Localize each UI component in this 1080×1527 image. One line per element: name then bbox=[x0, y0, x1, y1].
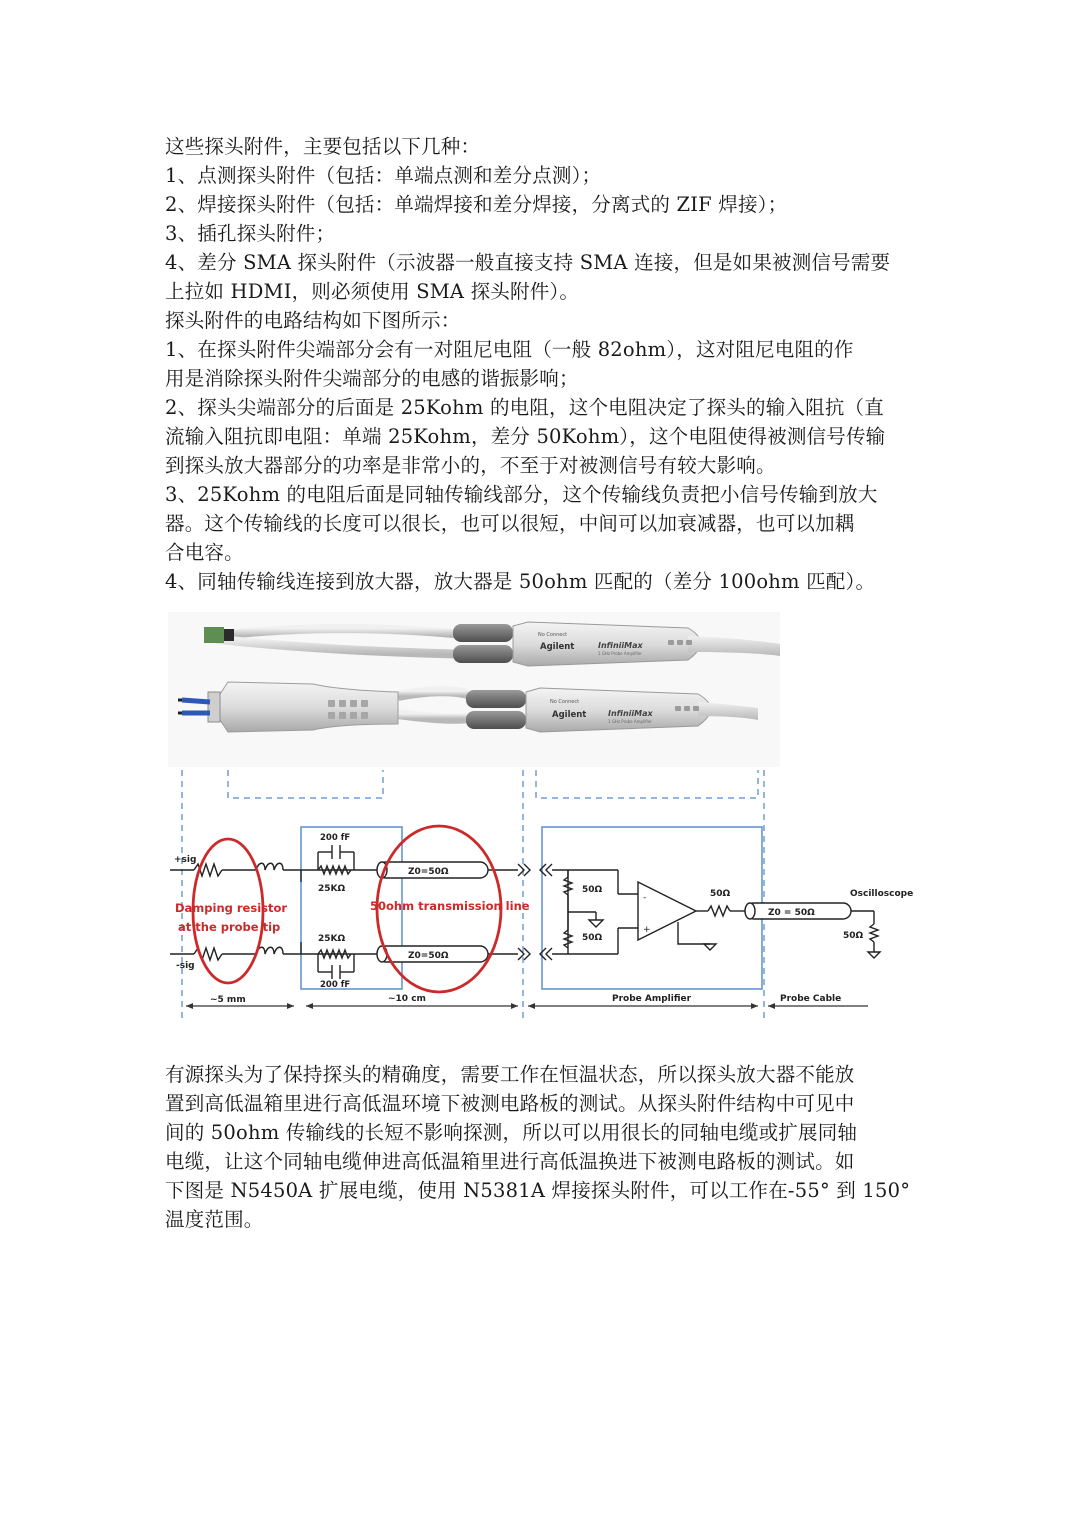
text-line: 合电容。 bbox=[165, 541, 244, 564]
text-line: 用是消除探头附件尖端部分的电感的谐振影响； bbox=[165, 367, 579, 390]
brand-label: Agilent bbox=[540, 642, 575, 652]
vent-slots-icon bbox=[675, 706, 699, 711]
probe-amplifier-label: Probe Amplifier bbox=[612, 994, 692, 1004]
intro-paragraph bbox=[165, 132, 925, 596]
probe-cable-label: Probe Cable bbox=[780, 994, 842, 1004]
out-res-label: 50Ω bbox=[710, 889, 731, 899]
svg-text:+: + bbox=[643, 925, 651, 935]
text-line: 这些探头附件，主要包括以下几种： bbox=[165, 135, 481, 158]
text-line: 下图是 N5450A 扩展电缆，使用 N5381A 焊接探头附件，可以工作在-55° 到 150° bbox=[165, 1179, 911, 1202]
text-line: 流输入阻抗即电阻：单端 25Kohm，差分 50Kohm），这个电阻使得被测信号传输 bbox=[165, 425, 886, 448]
vent-slots-icon bbox=[668, 640, 692, 645]
cap-top-label: 200 fF bbox=[320, 833, 351, 843]
damping-label-line1: Damping resistor bbox=[175, 901, 288, 915]
model-label: InfiniiMax bbox=[598, 641, 643, 650]
no-connect-label: No Connect bbox=[538, 632, 568, 638]
body-paragraph bbox=[165, 1060, 925, 1234]
series-caption: 1 GHz Probe Amplifier bbox=[608, 719, 652, 724]
out-coax-label: Z0 = 50Ω bbox=[768, 908, 815, 918]
text-line: 温度范围。 bbox=[165, 1208, 264, 1231]
text-line: 上拉如 HDMI，则必须使用 SMA 探头附件）。 bbox=[165, 280, 580, 303]
text-line: 2、焊接探头附件（包括：单端焊接和差分焊接，分离式的 ZIF 焊接）； bbox=[165, 193, 788, 216]
coax-bottom-label: Z0=50Ω bbox=[408, 951, 449, 961]
svg-text:-: - bbox=[643, 893, 647, 903]
probe-schematic bbox=[170, 770, 880, 1020]
probe-accessory-figure bbox=[168, 612, 920, 1032]
scope-res-label: 50Ω bbox=[843, 931, 864, 941]
text-line: 1、点测探头附件（包括：单端点测和差分点测）； bbox=[165, 164, 602, 187]
brand-label: Agilent bbox=[552, 710, 587, 720]
neg-sig-label: -sig bbox=[176, 961, 195, 971]
coax-top-label: Z0=50Ω bbox=[408, 867, 449, 877]
text-line: 4、差分 SMA 探头附件（示波器一般直接支持 SMA 连接，但是如果被测信号需要 bbox=[165, 251, 891, 274]
series-caption: 1 GHz Probe Amplifier bbox=[598, 651, 642, 656]
res-bottom-label: 25KΩ bbox=[318, 934, 346, 944]
dim-tip-label: ~5 mm bbox=[210, 995, 246, 1005]
res-top-label: 25KΩ bbox=[318, 884, 346, 894]
text-line: 置到高低温箱里进行高低温环境下被测电路板的测试。从探头附件结构中可见中 bbox=[165, 1092, 855, 1115]
dim-line-label: ~10 cm bbox=[388, 994, 426, 1004]
text-line: 器。这个传输线的长度可以很长，也可以很短，中间可以加衰减器，也可以加耦 bbox=[165, 512, 855, 535]
pos-sig-label: +sig bbox=[174, 855, 197, 865]
text-line: 间的 50ohm 传输线的长短不影响探测，所以可以用很长的同轴电缆或扩展同轴 bbox=[165, 1121, 858, 1144]
oscilloscope-label: Oscilloscope bbox=[850, 889, 914, 899]
text-line: 3、25Kohm 的电阻后面是同轴传输线部分，这个传输线负责把小信号传输到放大 bbox=[165, 483, 878, 506]
model-label: InfiniiMax bbox=[608, 709, 653, 718]
damping-label-line2: at the probe tip bbox=[178, 920, 281, 934]
no-connect-label: No Connect bbox=[550, 699, 580, 705]
probe-photo bbox=[168, 612, 780, 767]
text-line: 2、探头尖端部分的后面是 25Kohm 的电阻，这个电阻决定了探头的输入阻抗（直 bbox=[165, 396, 884, 419]
text-line: 1、在探头附件尖端部分会有一对阻尼电阻（一般 82ohm），这对阻尼电阻的作 bbox=[165, 338, 854, 361]
text-line: 有源探头为了保持探头的精确度，需要工作在恒温状态，所以探头放大器不能放 bbox=[165, 1063, 855, 1086]
text-line: 4、同轴传输线连接到放大器，放大器是 50ohm 匹配的（差分 100ohm 匹配）。 bbox=[165, 570, 876, 593]
cap-bottom-label: 200 fF bbox=[320, 980, 351, 990]
text-line: 探头附件的电路结构如下图所示： bbox=[165, 309, 461, 332]
text-line: 到探头放大器部分的功率是非常小的，不至于对被测信号有较大影响。 bbox=[165, 454, 776, 477]
term-bottom-label: 50Ω bbox=[582, 933, 603, 943]
transmission-line-label: 50ohm transmission line bbox=[370, 899, 530, 913]
text-line: 3、插孔探头附件； bbox=[165, 222, 336, 245]
text-line: 电缆，让这个同轴电缆伸进高低温箱里进行高低温换进下被测电路板的测试。如 bbox=[165, 1150, 855, 1173]
term-top-label: 50Ω bbox=[582, 885, 603, 895]
green-tip-icon bbox=[204, 627, 224, 643]
